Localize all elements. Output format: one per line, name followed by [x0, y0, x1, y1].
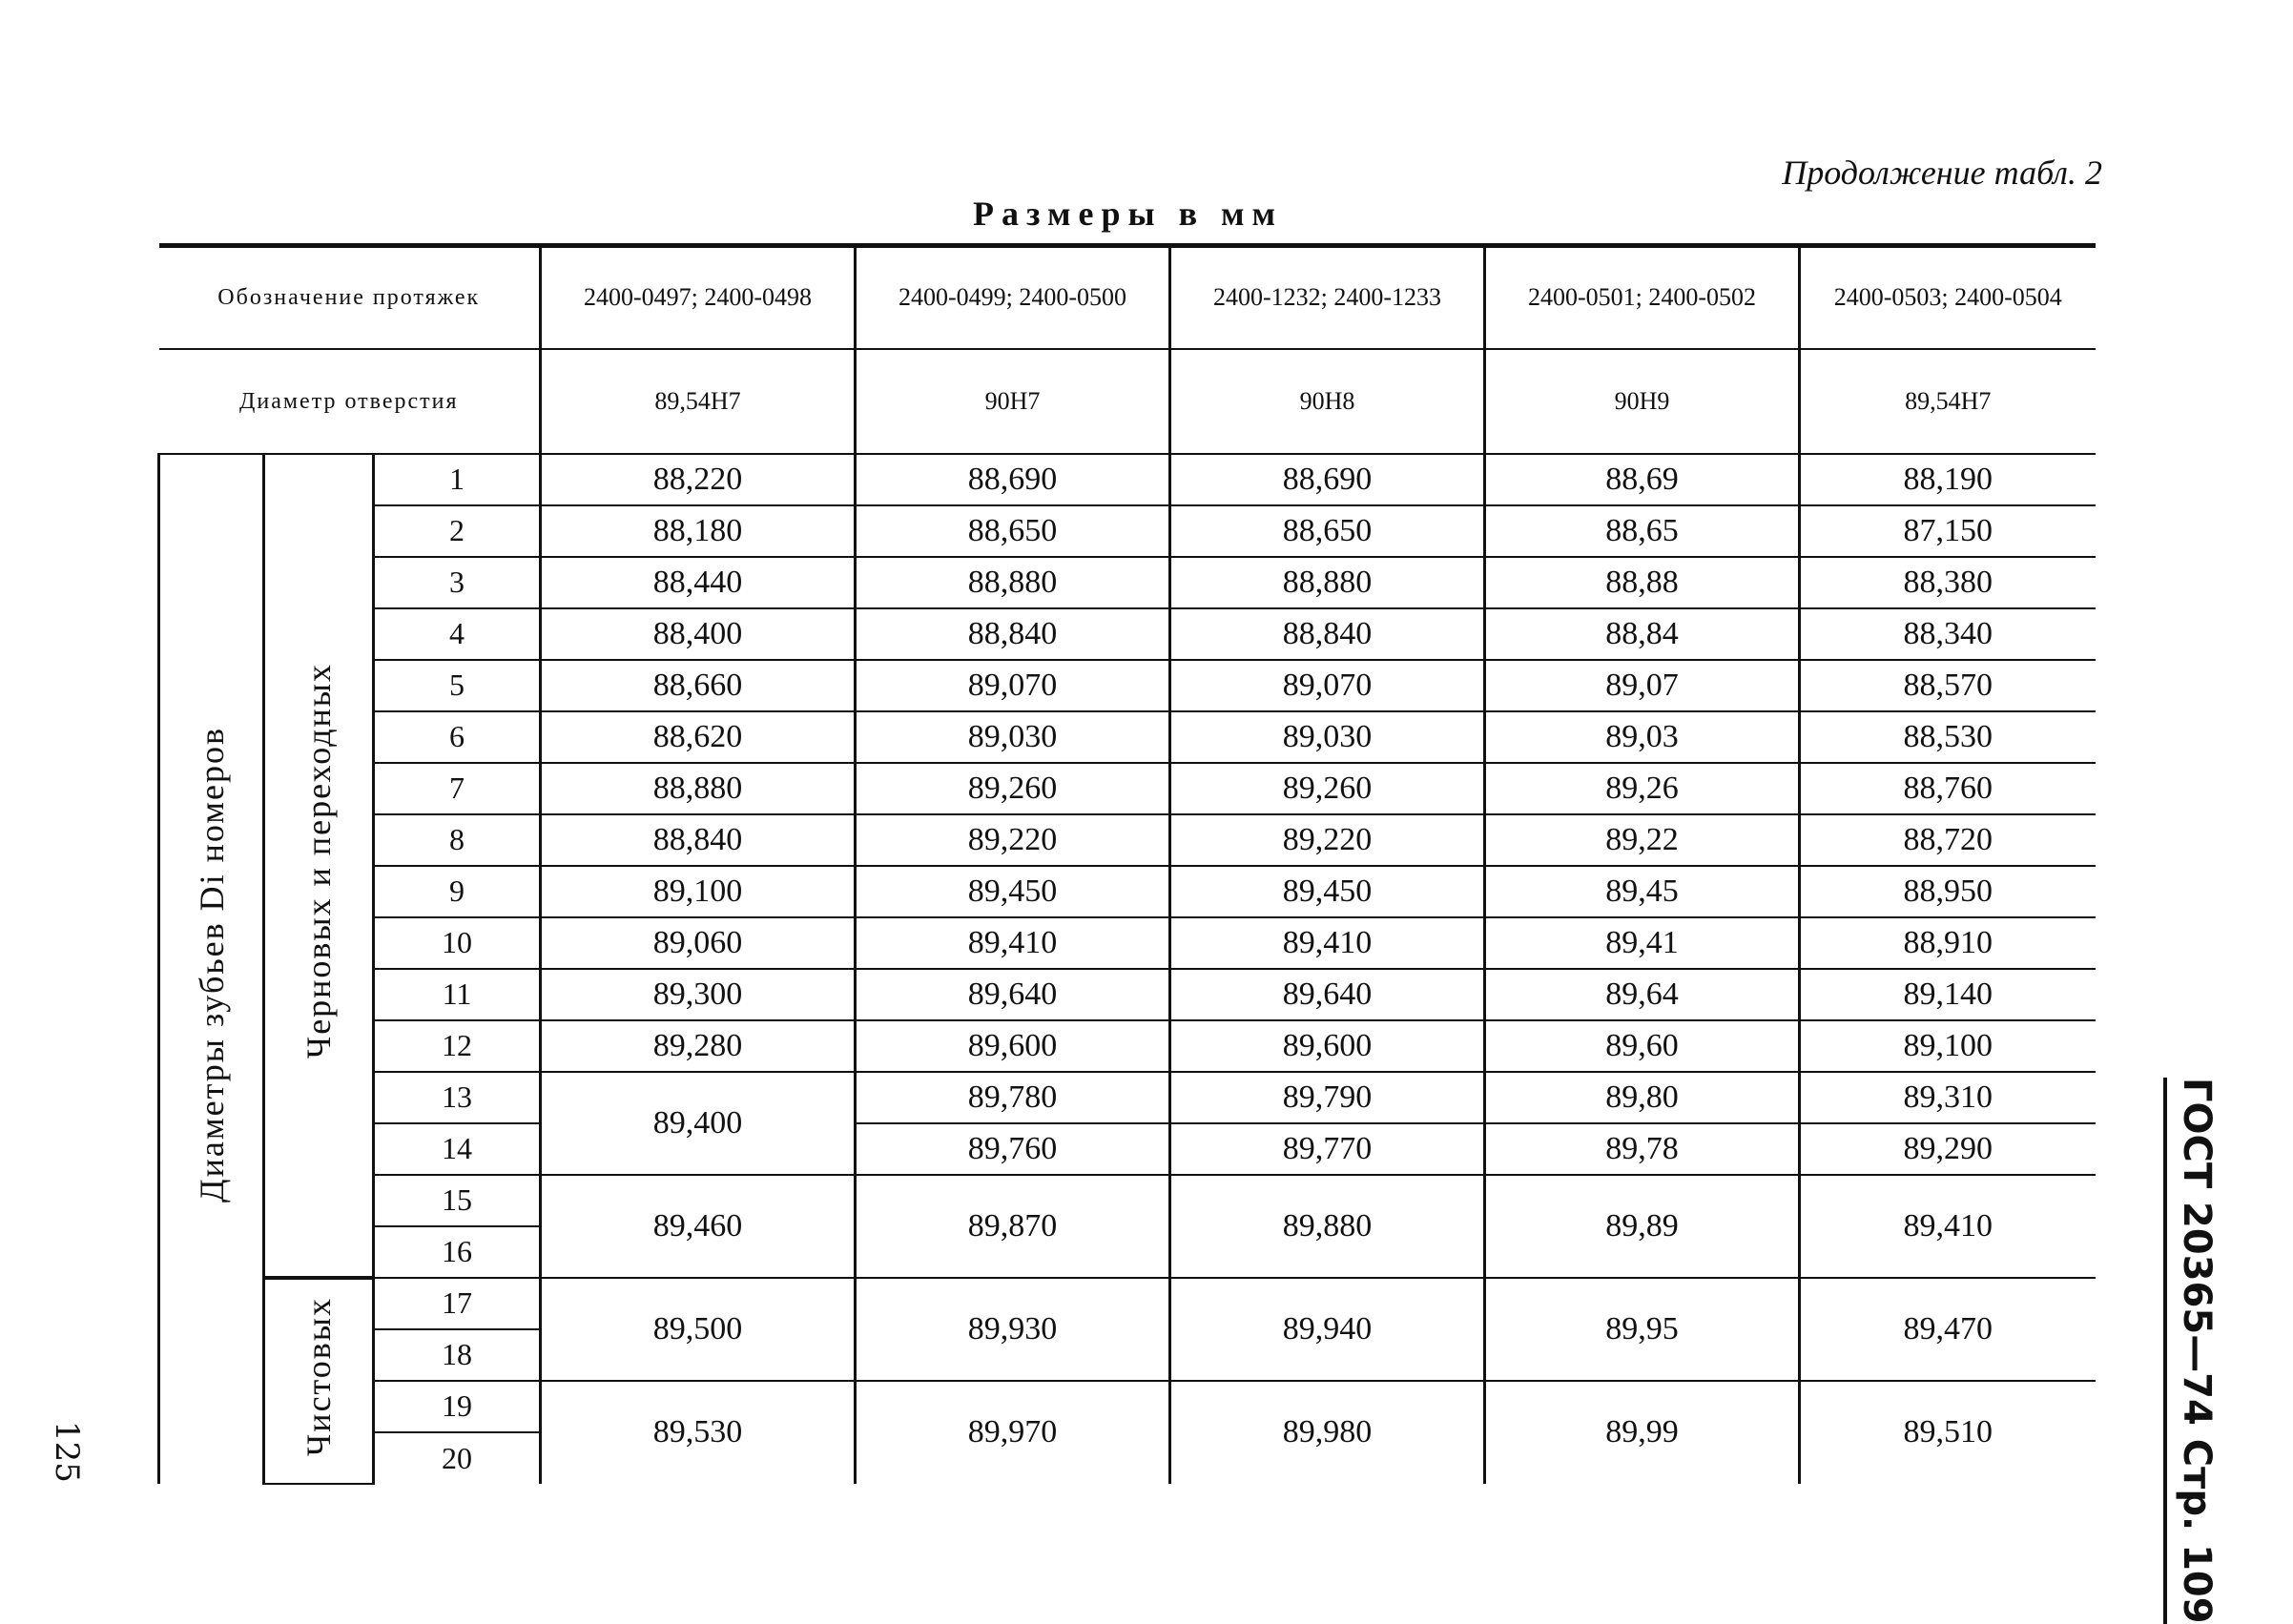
table-row: [159, 969, 2096, 1020]
group-rough-label: Черновых и переходных: [300, 662, 338, 1059]
table-row: [159, 660, 2096, 711]
row-number: 12: [374, 1020, 541, 1072]
table-row: [159, 608, 2096, 660]
table-cell: 89,070: [1170, 660, 1485, 711]
table-cell: 88,440: [541, 557, 856, 608]
table-cell: 89,510: [1800, 1381, 2096, 1484]
row-number: 18: [374, 1329, 541, 1381]
table-cell: 88,880: [1170, 557, 1485, 608]
table-cell: 89,41: [1485, 917, 1800, 969]
diameter-col-2: 90H7: [856, 349, 1170, 454]
table-cell: 88,840: [856, 608, 1170, 660]
table-cell: 89,03: [1485, 711, 1800, 763]
row-number: 6: [374, 711, 541, 763]
table-cell: 89,030: [1170, 711, 1485, 763]
row-number: 8: [374, 814, 541, 866]
table-cell: 89,780: [856, 1072, 1170, 1123]
designation-col-2: 2400-0499; 2400-0500: [856, 246, 1170, 349]
table-cell: 88,950: [1800, 866, 2096, 917]
designation-row: [159, 246, 2096, 349]
table-cell: 88,84: [1485, 608, 1800, 660]
row-number: 10: [374, 917, 541, 969]
table-cell: 89,880: [1170, 1175, 1485, 1278]
dimensions-table: [157, 243, 2096, 1485]
row-number: 5: [374, 660, 541, 711]
table-cell: 89,310: [1800, 1072, 2096, 1123]
table-cell: 89,410: [856, 917, 1170, 969]
table-row: [159, 1381, 2096, 1432]
table-row: [159, 505, 2096, 557]
table-cell: 89,600: [1170, 1020, 1485, 1072]
table-cell: 89,640: [1170, 969, 1485, 1020]
table-cell: 89,300: [541, 969, 856, 1020]
row-number: 20: [374, 1432, 541, 1484]
table-cell: 89,100: [1800, 1020, 2096, 1072]
table-cell: 89,80: [1485, 1072, 1800, 1123]
table-cell: 89,22: [1485, 814, 1800, 866]
row-number: 16: [374, 1226, 541, 1278]
table-cell: 88,840: [1170, 608, 1485, 660]
table-cell: 89,280: [541, 1020, 856, 1072]
table-cell: 88,650: [856, 505, 1170, 557]
table-cell: 89,460: [541, 1175, 856, 1278]
table-cell: 88,620: [541, 711, 856, 763]
table-cell: 89,60: [1485, 1020, 1800, 1072]
table-cell: 88,760: [1800, 763, 2096, 814]
table-cell: 89,060: [541, 917, 856, 969]
table-row: [159, 454, 2096, 505]
table-cell: 89,290: [1800, 1123, 2096, 1175]
table-cell: 89,100: [541, 866, 856, 917]
designation-col-3: 2400-1232; 2400-1233: [1170, 246, 1485, 349]
diameter-col-5: 89,54H7: [1800, 349, 2096, 454]
table-cell: 89,140: [1800, 969, 2096, 1020]
table-cell: 89,260: [1170, 763, 1485, 814]
table-cell: 89,980: [1170, 1381, 1485, 1484]
row-number: 2: [374, 505, 541, 557]
table-cell: 88,840: [541, 814, 856, 866]
table-row: [159, 866, 2096, 917]
designation-label: Обозначение протяжек: [159, 246, 541, 349]
group-finish-label: Чистовых: [300, 1296, 338, 1457]
table-cell: 89,940: [1170, 1278, 1485, 1381]
table-cell: 89,26: [1485, 763, 1800, 814]
table-cell: 89,770: [1170, 1123, 1485, 1175]
table-cell: 88,910: [1800, 917, 2096, 969]
table-cell: 89,410: [1170, 917, 1485, 969]
table-row: [159, 814, 2096, 866]
table-row: [159, 763, 2096, 814]
table-cell: 89,07: [1485, 660, 1800, 711]
table-cell: 89,260: [856, 763, 1170, 814]
table-cell: 89,970: [856, 1381, 1170, 1484]
table-row: [159, 557, 2096, 608]
table-cell: 89,220: [856, 814, 1170, 866]
row-number: 13: [374, 1072, 541, 1123]
table-cell: 88,220: [541, 454, 856, 505]
diameter-col-1: 89,54H7: [541, 349, 856, 454]
designation-col-5: 2400-0503; 2400-0504: [1800, 246, 2096, 349]
table-cell: 89,450: [856, 866, 1170, 917]
table-cell: 89,95: [1485, 1278, 1800, 1381]
side-label: Диаметры зубьев Di номеров: [192, 727, 231, 1203]
table-cell: 88,660: [541, 660, 856, 711]
table-cell: 89,470: [1800, 1278, 2096, 1381]
table-cell: 88,570: [1800, 660, 2096, 711]
table-row: [159, 917, 2096, 969]
table-cell: 89,89: [1485, 1175, 1800, 1278]
table-cell: 88,65: [1485, 505, 1800, 557]
table-row: [159, 1072, 2096, 1123]
gost-standard-mark: ГОСТ 20365—74 Стр. 109: [2163, 1078, 2219, 1624]
diameter-label: Диаметр отверстия: [159, 349, 541, 454]
table-cell: 89,400: [541, 1072, 856, 1175]
designation-col-4: 2400-0501; 2400-0502: [1485, 246, 1800, 349]
table-cell: 89,78: [1485, 1123, 1800, 1175]
table-cell: 89,870: [856, 1175, 1170, 1278]
table-cell: 88,720: [1800, 814, 2096, 866]
table-row: [159, 711, 2096, 763]
table-row: [159, 1175, 2096, 1226]
table-cell: 89,640: [856, 969, 1170, 1020]
row-number: 11: [374, 969, 541, 1020]
table-cell: 89,64: [1485, 969, 1800, 1020]
table-cell: 87,150: [1800, 505, 2096, 557]
table-cell: 89,070: [856, 660, 1170, 711]
row-number: 14: [374, 1123, 541, 1175]
table-cell: 89,410: [1800, 1175, 2096, 1278]
diameter-col-4: 90H9: [1485, 349, 1800, 454]
table-cell: 89,450: [1170, 866, 1485, 917]
table-cell: 88,530: [1800, 711, 2096, 763]
table-cell: 88,400: [541, 608, 856, 660]
table-cell: 89,790: [1170, 1072, 1485, 1123]
table-cell: 89,45: [1485, 866, 1800, 917]
table-cell: 88,190: [1800, 454, 2096, 505]
table-cell: 88,340: [1800, 608, 2096, 660]
table-row: [159, 1278, 2096, 1329]
table-cell: 89,600: [856, 1020, 1170, 1072]
units-caption: Размеры в мм: [973, 195, 1284, 233]
row-number: 9: [374, 866, 541, 917]
table-cell: 89,530: [541, 1381, 856, 1484]
row-number: 4: [374, 608, 541, 660]
group-rough-cell: [264, 454, 374, 1278]
table-row: [159, 1123, 2096, 1175]
table-cell: 88,180: [541, 505, 856, 557]
table-cell: 88,690: [1170, 454, 1485, 505]
table-cell: 88,650: [1170, 505, 1485, 557]
table-cell: 89,030: [856, 711, 1170, 763]
diameter-col-3: 90H8: [1170, 349, 1485, 454]
row-number: 3: [374, 557, 541, 608]
table-cell: 89,220: [1170, 814, 1485, 866]
table-cell: 89,930: [856, 1278, 1170, 1381]
diameter-row: [159, 349, 2096, 454]
row-number: 19: [374, 1381, 541, 1432]
continuation-note: Продолжение табл. 2: [1782, 154, 2102, 192]
table-cell: 88,880: [541, 763, 856, 814]
row-number: 17: [374, 1278, 541, 1329]
table-cell: 88,88: [1485, 557, 1800, 608]
row-number: 7: [374, 763, 541, 814]
designation-col-1: 2400-0497; 2400-0498: [541, 246, 856, 349]
page-number: 125: [48, 1421, 86, 1483]
table-cell: 88,380: [1800, 557, 2096, 608]
table-cell: 88,690: [856, 454, 1170, 505]
table-row: [159, 1020, 2096, 1072]
row-number: 1: [374, 454, 541, 505]
table-cell: 89,760: [856, 1123, 1170, 1175]
group-finish-cell: [264, 1278, 374, 1484]
table-cell: 89,500: [541, 1278, 856, 1381]
table-cell: 88,880: [856, 557, 1170, 608]
side-label-cell: [159, 454, 264, 1484]
table-cell: 89,99: [1485, 1381, 1800, 1484]
table-cell: 88,69: [1485, 454, 1800, 505]
row-number: 15: [374, 1175, 541, 1226]
